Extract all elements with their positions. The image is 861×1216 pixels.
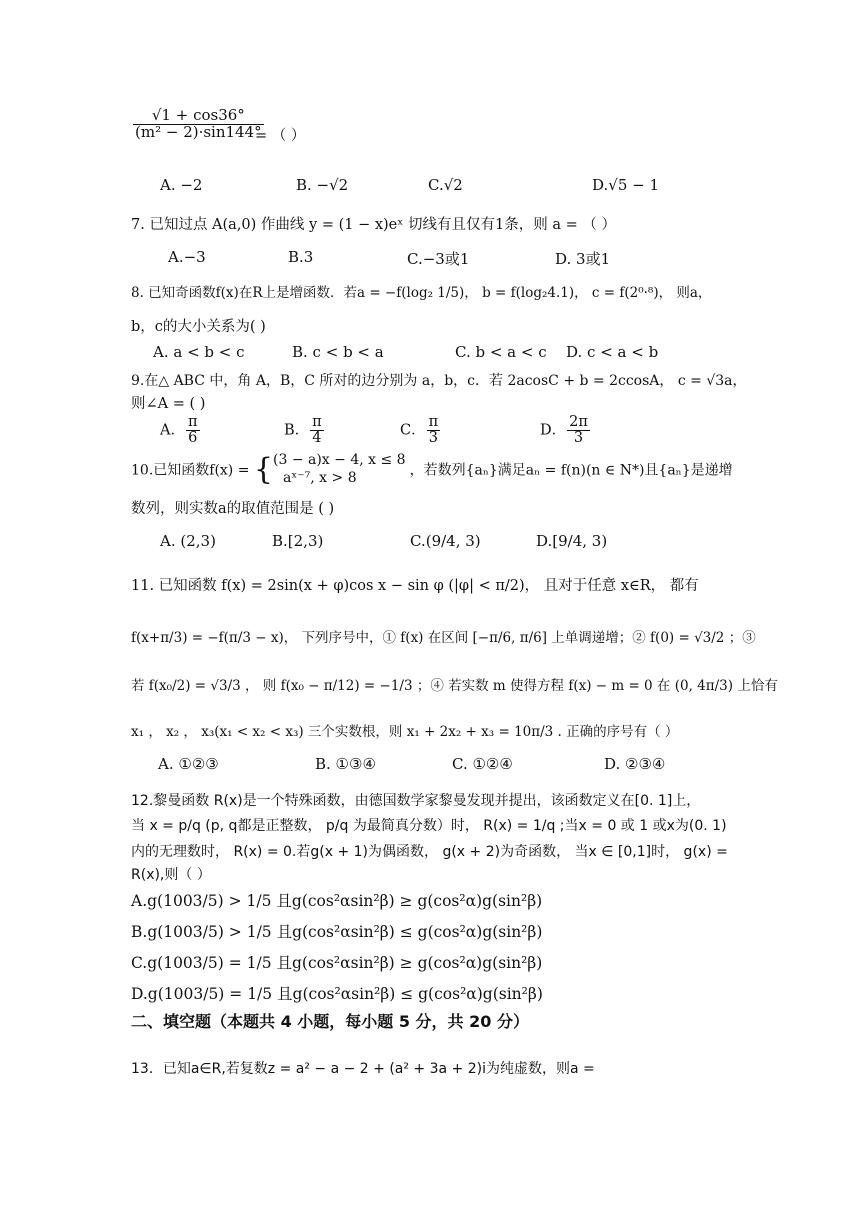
q9-line-2: 则∠A = ( ) <box>131 396 206 412</box>
section-heading: 二、填空题（本题共 4 小题，每小题 5 分，共 20 分） <box>131 1012 529 1031</box>
q9-option-a-den: 6 <box>188 430 198 447</box>
q9-option-a <box>160 415 201 446</box>
q12-option-c: C.g(1003/5) = 1/5 且g(cos²αsin²β) ≥ g(cos²α)g(sin²β) <box>131 954 543 972</box>
q9-option-d-den: 3 <box>573 430 584 447</box>
q8-option-b: B. c < b < a <box>292 343 384 361</box>
q6-option-c: C.√2 <box>428 176 463 194</box>
q9-option-b-num: π <box>312 414 322 430</box>
q11-option-d: D. ②③④ <box>604 755 666 773</box>
q9-option-c <box>400 415 441 446</box>
q7-option-c: C.−3或1 <box>407 250 470 268</box>
q10-prefix: 10.已知函数f(x) = <box>131 462 250 479</box>
q6-option-a: A. −2 <box>160 176 203 194</box>
q10-option-b: B.[2,3) <box>272 532 324 550</box>
q13-stem: 13．已知a∈R,若复数z = a² − a − 2 + (a² + 3a + 2)i为纯虚数，则a = <box>131 1061 595 1077</box>
q10-line-2: 数列，则实数a的取值范围是 ( ) <box>131 501 335 517</box>
q10-option-d: D.[9/4, 3) <box>536 532 608 550</box>
q6-option-b: B. −√2 <box>296 176 349 194</box>
q11-option-b: B. ①③④ <box>315 755 376 773</box>
q12-line-2: 当 x = p/q (p, q都是正整数， p/q 为最简真分数）时， R(x) = 1/q ;当x = 0 或 1 或x为(0. 1) <box>131 818 727 834</box>
q7-option-b: B.3 <box>288 248 314 266</box>
q10-case-2: aˣ⁻⁷, x > 8 <box>283 469 357 486</box>
q9-option-d <box>540 415 591 446</box>
q9-option-b <box>284 415 325 446</box>
q8-option-c: C. b < a < c <box>455 343 547 361</box>
q6-answer-blank: = （ ） <box>255 128 306 144</box>
q10-suffix: ，若数列{aₙ}满足aₙ = f(n)(n ∈ N*)且{aₙ}是递增 <box>409 462 733 479</box>
q6-fraction <box>132 108 265 141</box>
q12-option-b: B.g(1003/5) > 1/5 且g(cos²αsin²β) ≤ g(cos²α)g(sin²β) <box>131 923 543 941</box>
q10-line-1 <box>131 452 733 487</box>
q11-line-3: 若 f(x₀/2) = √3/3 ， 则 f(x₀ − π/12) = −1/3 ；④ 若实数 m 使得方程 f(x) − m = 0 在 (0, 4π/3) 上恰有 <box>131 678 778 694</box>
q8-option-d: D. c < a < b <box>566 343 659 361</box>
q9-option-c-den: 3 <box>428 430 438 447</box>
q6-denominator: (m² − 2)·sin144° <box>135 122 262 141</box>
q10-option-c: C.(9/4, 3) <box>410 532 481 550</box>
left-brace-icon: { <box>253 452 273 487</box>
q9-option-c-num: π <box>428 414 439 430</box>
q11-option-a: A. ①②③ <box>158 755 219 773</box>
q9-option-b-label: B． <box>284 422 310 439</box>
q10-case-1: (3 − a)x − 4, x ≤ 8 <box>273 452 406 468</box>
q11-line-1: 11. 已知函数 f(x) = 2sin(x + φ)cos x − sin φ (|φ| < π/2)， 且对于任意 x∈R， 都有 <box>131 578 699 594</box>
q9-option-a-label: A． <box>160 422 185 439</box>
q7-stem: 7. 已知过点 A(a,0) 作曲线 y = (1 − x)eˣ 切线有且仅有1条，则 a = （ ） <box>131 217 616 233</box>
q9-option-a-num: π <box>187 414 198 430</box>
q7-option-a: A.−3 <box>168 248 206 266</box>
q8-option-a: A. a < b < c <box>153 343 245 361</box>
q9-option-b-den: 4 <box>312 430 322 447</box>
q6-numerator: √1 + cos36° <box>133 108 264 125</box>
q8-line-2: b，c的大小关系为( ) <box>131 319 266 335</box>
q6-option-d: D.√5 − 1 <box>592 176 660 194</box>
q12-option-d: D.g(1003/5) = 1/5 且g(cos²αsin²β) ≤ g(cos²α)g(sin²β) <box>131 985 543 1003</box>
q11-line-4: x₁ ， x₂ ， x₃(x₁ < x₂ < x₃) 三个实数根，则 x₁ + 2x₂ + x₃ = 10π/3 . 正确的序号有（ ） <box>131 724 679 740</box>
q9-option-d-num: 2π <box>569 414 588 430</box>
q12-line-3: 内的无理数时， R(x) = 0.若g(x + 1)为偶函数， g(x + 2)为奇函数， 当x ∈ [0,1]时， g(x) = <box>131 844 728 860</box>
q10-option-a: A. (2,3) <box>160 532 216 550</box>
q12-line-4: R(x),则（ ） <box>131 867 211 883</box>
q8-line-1: 8. 已知奇函数f(x)在R上是增函数．若a = −f(log₂ 1/5)， b = f(log₂4.1)， c = f(2⁰·⁸)， 则a， <box>131 285 712 301</box>
q12-line-1: 12.黎曼函数 R(x)是一个特殊函数，由德国数学家黎曼发现并提出，该函数定义在[0. 1]上， <box>131 793 701 809</box>
q11-option-c: C. ①②④ <box>452 755 513 773</box>
q12-option-a: A.g(1003/5) > 1/5 且g(cos²αsin²β) ≥ g(cos²α)g(sin²β) <box>131 892 543 910</box>
q9-option-d-label: D． <box>540 422 567 439</box>
q7-option-d: D. 3或1 <box>555 250 611 268</box>
q9-line-1: 9.在△ ABC 中，角 A，B，C 所对的边分别为 a，b，c．若 2acosC + b = 2ccosA， c = √3a， <box>131 373 747 389</box>
q9-option-c-label: C． <box>400 422 426 439</box>
q11-line-2: f(x+π/3) = −f(π/3 − x)， 下列序号中，① f(x) 在区间 [−π/6, π/6] 上单调递增；② f(0) = √3/2 ；③ <box>131 630 756 646</box>
